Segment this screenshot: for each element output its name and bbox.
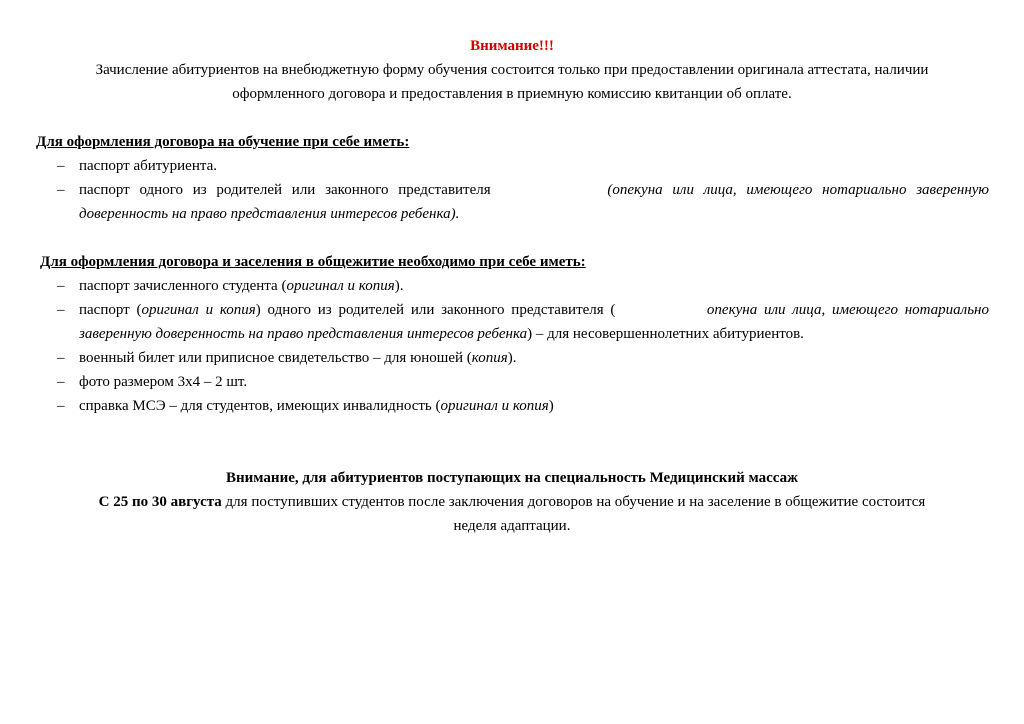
dorm-item5-italic: оригинал и копия bbox=[440, 398, 549, 414]
dorm-item1-end: ). bbox=[394, 278, 404, 294]
dorm-item3-end: ). bbox=[507, 350, 517, 366]
dorm-item2-a: паспорт ( bbox=[79, 302, 142, 318]
massage-line-1 bbox=[0, 490, 1024, 514]
dorm-item3-text: военный билет или приписное свидетельство – для юношей ( bbox=[79, 350, 472, 366]
dormitory-item-student-passport bbox=[79, 274, 403, 298]
dorm-item2-b: оригинал и копия bbox=[141, 302, 256, 318]
dorm-item2-e: заверенную доверенность на право представления интересов ребенка bbox=[79, 326, 528, 342]
massage-line-2: неделя адаптации. bbox=[453, 518, 571, 534]
bullet-marker: – bbox=[57, 374, 65, 390]
dorm-item5-text: справка МСЭ – для студентов, имеющих инвалидность ( bbox=[79, 398, 441, 414]
bullet-marker: – bbox=[57, 350, 65, 366]
dorm-item2-group bbox=[79, 298, 615, 322]
dorm-item5-end: ) bbox=[548, 398, 554, 414]
dorm-item2-f: ) – для несовершеннолетних абитуриентов. bbox=[527, 326, 804, 342]
dorm-item2-d: опекуна или лица, имеющего нотариально bbox=[706, 302, 989, 318]
dorm-item2-c: ) одного из родителей или законного представителя ( bbox=[255, 302, 616, 318]
contract-item-parent-italic: (опекуна или лица, имеющего нотариально заверенную bbox=[607, 182, 989, 198]
contract-heading: Для оформления договора на обучение при себе иметь: bbox=[36, 134, 410, 150]
bullet-marker: – bbox=[57, 158, 65, 174]
dormitory-item-parent-continuation bbox=[79, 322, 804, 346]
dormitory-heading: Для оформления договора и заселения в общежитие необходимо при себе иметь: bbox=[40, 254, 586, 270]
massage-heading: Внимание, для абитуриентов поступающих на специальность Медицинский массаж bbox=[226, 470, 798, 486]
dorm-item3-italic: копия bbox=[471, 350, 508, 366]
bullet-marker: – bbox=[57, 278, 65, 294]
dormitory-item-parent-passport bbox=[79, 298, 989, 322]
dorm-item1-italic: оригинал и копия bbox=[286, 278, 395, 294]
dormitory-item-military-id bbox=[79, 346, 516, 370]
dormitory-item-mse-certificate bbox=[79, 394, 554, 418]
contract-item-parent-text: паспорт одного из родителей или законного представителя bbox=[79, 182, 491, 198]
notice-title: Внимание!!! bbox=[470, 38, 554, 54]
dorm-item1-text: паспорт зачисленного студента ( bbox=[79, 278, 287, 294]
notice-line-1: Зачисление абитуриентов на внебюджетную форму обучения состоится только при предоставлении оригинала аттестата, наличии bbox=[95, 62, 929, 78]
dormitory-item-photo: фото размером 3х4 – 2 шт. bbox=[79, 374, 248, 390]
contract-item-passport: паспорт абитуриента. bbox=[79, 158, 218, 174]
bullet-marker: – bbox=[57, 302, 65, 318]
bullet-marker: – bbox=[57, 182, 65, 198]
massage-line-1-rest: для поступивших студентов после заключения договоров на обучение и на заселение в общежитие состоится bbox=[221, 494, 926, 510]
contract-item-parent-passport bbox=[79, 178, 989, 202]
notice-line-2: оформленного договора и предоставления в приемную комиссию квитанции об оплате. bbox=[232, 86, 792, 102]
bullet-marker: – bbox=[57, 398, 65, 414]
contract-item-parent-continuation-text: доверенность на право представления интересов ребенка). bbox=[79, 206, 460, 222]
massage-dates: С 25 по 30 августа bbox=[98, 494, 222, 510]
contract-item-parent-continuation bbox=[79, 202, 459, 226]
